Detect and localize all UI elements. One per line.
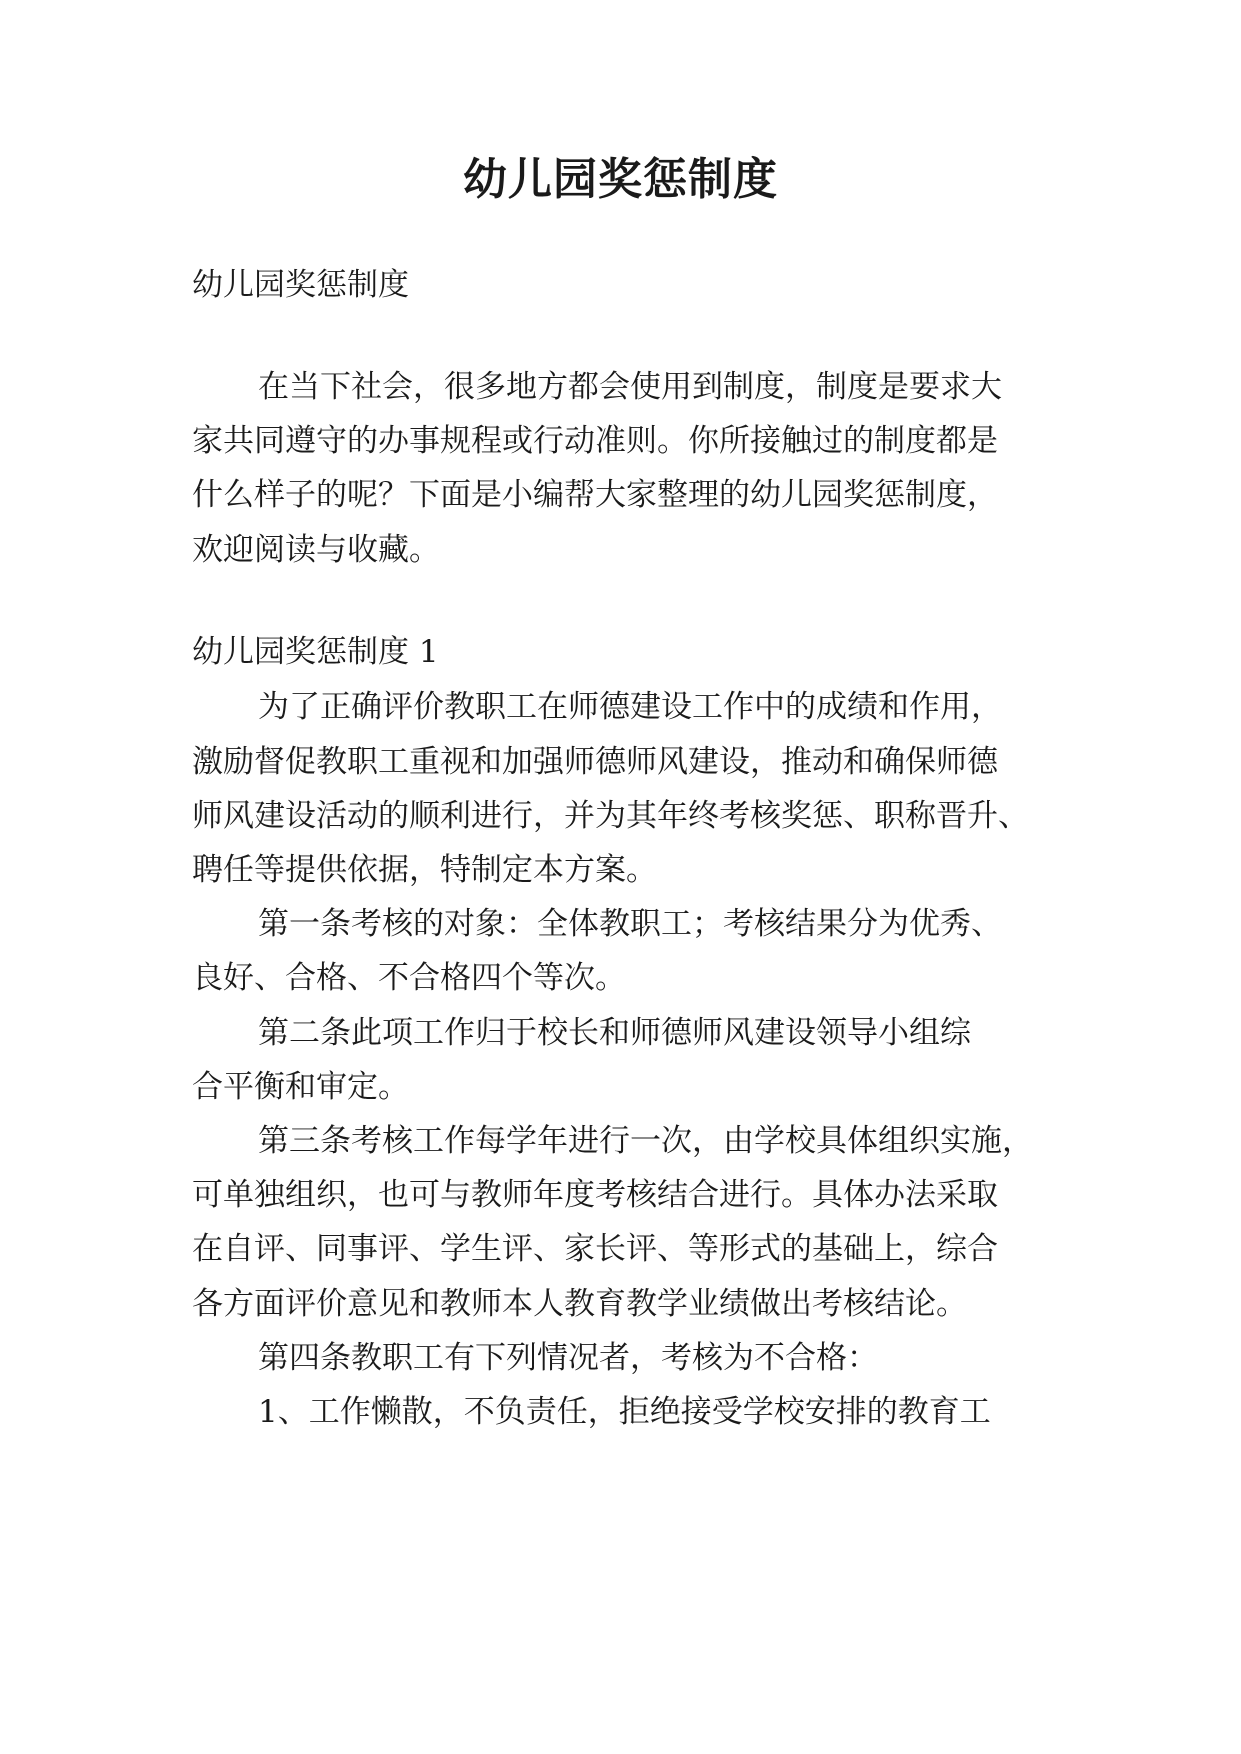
paragraph-1-line-4: 聘任等提供依据，特制定本方案。 (192, 852, 657, 888)
intro-line-2: 家共同遵守的办事规程或行动准则。你所接触过的制度都是 (192, 423, 998, 459)
section-heading: 幼儿园奖惩制度 1 (192, 634, 439, 670)
item-1-line: 1、工作懒散，不负责任，拒绝接受学校安排的教育工 (258, 1394, 991, 1430)
intro-line-4: 欢迎阅读与收藏。 (192, 532, 440, 568)
article-1-line-1: 第一条考核的对象：全体教职工；考核结果分为优秀、 (258, 906, 1002, 942)
paragraph-1-line-3: 师风建设活动的顺利进行，并为其年终考核奖惩、职称晋升、 (192, 798, 1029, 834)
document-subtitle: 幼儿园奖惩制度 (192, 267, 409, 303)
article-3-line-1: 第三条考核工作每学年进行一次，由学校具体组织实施， (258, 1123, 1033, 1159)
intro-line-3: 什么样子的呢？下面是小编帮大家整理的幼儿园奖惩制度， (192, 477, 998, 513)
article-2-line-2: 合平衡和审定。 (192, 1069, 409, 1105)
intro-line-1: 在当下社会，很多地方都会使用到制度，制度是要求大 (258, 369, 1002, 405)
article-3-line-3: 在自评、同事评、学生评、家长评、等形式的基础上，综合 (192, 1231, 998, 1267)
paragraph-1-line-1: 为了正确评价教职工在师德建设工作中的成绩和作用， (258, 689, 1002, 725)
article-1-line-2: 良好、合格、不合格四个等次。 (192, 960, 626, 996)
paragraph-1-line-2: 激励督促教职工重视和加强师德师风建设，推动和确保师德 (192, 744, 998, 780)
article-2-line-1: 第二条此项工作归于校长和师德师风建设领导小组综 (258, 1015, 971, 1051)
article-3-line-4: 各方面评价意见和教师本人教育教学业绩做出考核结论。 (192, 1286, 967, 1322)
document-title: 幼儿园奖惩制度 (463, 154, 778, 205)
article-3-line-2: 可单独组织，也可与教师年度考核结合进行。具体办法采取 (192, 1177, 998, 1213)
article-4-line: 第四条教职工有下列情况者，考核为不合格： (258, 1340, 878, 1376)
